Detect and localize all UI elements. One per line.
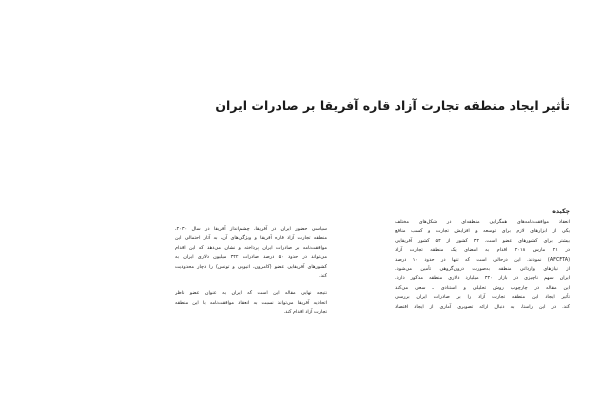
abstract-line: سیاسی حضور ایران در آفریقا، چشم‌انداز آفریقا در سال ۲۰۳۰، xyxy=(175,226,327,232)
abstract-line: کند. در این راستا، به دنبال ارائه تصویری آماری از ایجاد اقتصاد xyxy=(395,303,570,310)
abstract-paragraph-3 xyxy=(175,289,327,317)
abstract-line: کند. xyxy=(319,273,327,280)
abstract-line: انعقاد موافقت‌نامه‌های همگرایی منطقه‌ای در شکل‌های مختلف xyxy=(395,219,570,225)
abstract-line: موافقت‌نامه بر صادرات ایران پرداخته و نشان می‌دهد که این اقدام xyxy=(175,244,327,251)
abstract-line: ایران سهم ناچیزی در بازار ۴۳۰ میلیارد دلاری منطقه مذکور دارد. xyxy=(395,275,570,282)
abstract-paragraph-1 xyxy=(395,218,570,312)
abstract-line: می‌تواند در حدود ۵۰ درصد صادرات ۳۴۲ میلیون دلاری ایران به xyxy=(175,254,327,261)
abstract-line: در ۲۱ مارس ۲۰۱۸ اقدام به امضای یک منطقه تجارت آزاد xyxy=(395,247,570,254)
abstract-column-left xyxy=(175,225,327,318)
abstract-line: بیشتر برای کشورهای عضو است. ۴۴ کشور از ۵۴ کشور آفریقایی xyxy=(395,237,570,244)
abstract-paragraph-2 xyxy=(175,225,327,281)
abstract-heading: چکیده xyxy=(552,208,570,215)
paper-title: تأثیر ایجاد منطقه تجارت آزاد قاره آفریقا بر صادرات ایران xyxy=(215,98,570,113)
abstract-line: تجارت آزاد اقدام کند. xyxy=(283,309,327,316)
abstract-line: (AFCFTA) نمودند. این درحالی است که تنها در حدود ۱۰ درصد xyxy=(395,256,570,263)
abstract-line: این مقاله در چارچوب روش تحلیلی و استنادی ـ سعی می‌کند xyxy=(395,284,570,291)
abstract-line: نتیجه نهایی مقاله این است که ایران به عنوان عضو ناظر xyxy=(175,290,327,297)
abstract-line: منطقه تجارت آزاد قاره آفریقا و ویژگی‌های آن، به آثار احتمالی این xyxy=(175,235,327,242)
abstract-column-right xyxy=(395,207,570,312)
abstract-line: اتحادیه آفریقا می‌تواند نسبت به انعقاد موافقت‌نامه با این منطقه xyxy=(175,299,327,306)
abstract-line: یکی از ابزارهای لازم برای توسعه و افزایش تجارت و کسب منافع xyxy=(395,228,570,235)
abstract-line: تأثیر ایجاد این منطقه تجارت آزاد را بر صادرات ایران بررسی xyxy=(395,294,570,301)
abstract-line: کشورهای آفریقایی عضو (کامرون، اتیوپی و تونس) را دچار محدودیت xyxy=(175,263,327,270)
abstract-line: از نیازهای وارداتی منطقه به‌صورت درون‌گروهی تأمین می‌شود. xyxy=(395,266,570,273)
